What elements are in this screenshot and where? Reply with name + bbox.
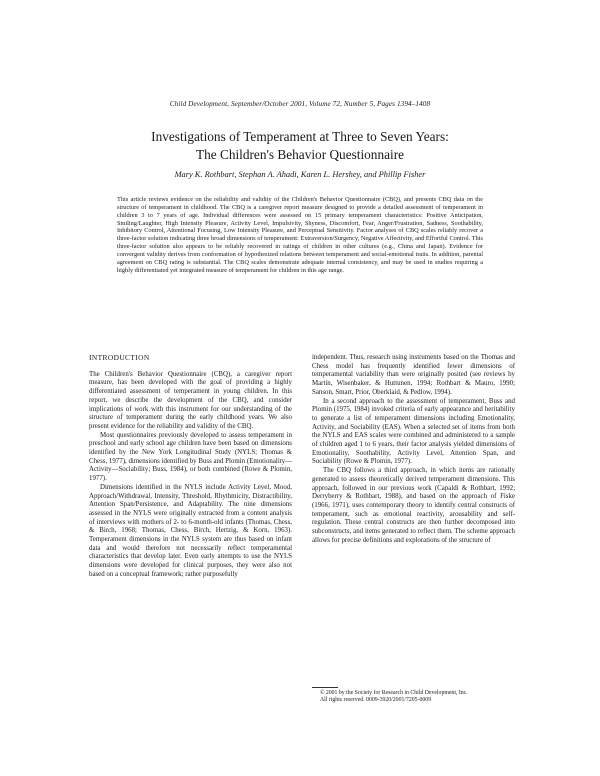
journal-citation: Child Development, September/October 2001, Volume 72, Number 5, Pages 1394–1408 xyxy=(169,100,431,108)
right-column xyxy=(312,354,515,545)
introduction-heading: INTRODUCTION xyxy=(89,353,150,362)
article-title xyxy=(100,128,500,164)
paragraph: independent. Thus, research using instruments based on the Thomas and Chess model has frequently identified fewer dimensions of temperamental variability than were originally posited (see reviews by Martin, Wisenbaker, & Huttunen, 1994; Rothbart & Mauro, 1990; Sanson, Smart, Prior, Oberklaid, & Pedlow, 1994). xyxy=(312,354,515,396)
footnote-divider xyxy=(312,687,338,688)
paragraph: Dimensions identified in the NYLS include Activity Level, Mood, Approach/Withdrawal, Intensity, Threshold, Rhythmicity, Distractibility, Attention Span/Persistence, and Adaptability. The nine dimensions assessed in the NYLS were originally extracted from a content analysis of interviews with mothers of 2- to 6-month-old infants (Thomas, Chess, & Birch, 1968; Thomas, Chess, Birch, Hertzig, & Korn, 1963). Temperament dimensions in the NYLS system are thus based on infant data and would therefore not necessarily reflect temperamental characteristics that develop later. Even early attempts to use the NYLS dimensions were developed for clinical purposes, they were also not based on a conceptual framework; rather purposefully xyxy=(89,483,292,578)
title-line-2: The Children's Behavior Questionnaire xyxy=(195,147,405,162)
title-line-1: Investigations of Temperament at Three to Seven Years: xyxy=(151,129,449,144)
left-column xyxy=(89,354,292,580)
rights-line: All rights reserved. 0009-3920/2001/7205-0009 xyxy=(320,697,432,704)
abstract: This article reviews evidence on the reliability and validity of the Children's Behavior Questionnaire (CBQ), and presents CBQ data on the structure of temperament in childhood. The CBQ is a caregiver report measure designed to provide a detailed assessment of temperament in children 3 to 7 years of age. Individual differences were assessed on 15 primary temperament characteristics: Positive Anticipation, Smiling/Laughter, High Intensity Pleasure, Activity Level, Impulsivity, Shyness, Discomfort, Fear, Anger/Frustration, Sadness, Soothability, Inhibitory Control, Attentional Focusing, Low Intensity Pleasure, and Perceptual Sensitivity. Factor analyses of CBQ scales reliably recover a three-factor solution indicating three broad dimensions of temperament: Extraversion/Surgency, Negative Affectivity, and Effortful Control. This three-factor solution also appears to be reliably recovered in ratings of children in other cultures (e.g., China and Japan). Evidence for convergent validity derives from conformation of hypothesized relations between temperament and social-emotional traits. In addition, parental agreement on CBQ rating is substantial. The CBQ scales demonstrate adequate internal consistency, and may be used in studies requiring a highly differentiated yet integrated measure of temperament for children in this age range. xyxy=(117,196,483,274)
copyright-line: © 2001 by the Society for Research in Child Development, Inc. xyxy=(320,690,468,696)
copyright-footnote xyxy=(312,690,515,704)
paragraph: Most questionnaires previously developed to assess temperament in preschool and early school age children have been based on dimensions identified by the New York Longitudinal Study (NYLS; Thomas & Chess, 1977), dimensions identified by Buss and Plomin (Emotionality—Activity—Sociability; Buss, 1984), or both combined (Rowe & Plomin, 1977). xyxy=(89,431,292,483)
paragraph: The Children's Behavior Questionnaire (CBQ), a caregiver report measure, has been developed with the goal of providing a highly differentiated assessment of temperament in young children. In this report, we describe the development of the CBQ, and consider implications of work with this instrument for our understanding of the structure of temperament during the early childhood years. We also present evidence for the reliability and validity of the CBQ. xyxy=(89,370,292,430)
paragraph: In a second approach to the assessment of temperament, Buss and Plomin (1975, 1984) invoked criteria of early appearance and heritability to generate a list of temperament dimensions including Emotionality, Activity, and Sociability (EAS). When a selected set of items from both the NYLS and EAS scales were combined and administered to a sample of children aged 1 to 6 years, their factor analysis yielded dimensions of Emotionality, Soothability, Activity Level, Attention Span, and Sociability (Rowe & Plomin, 1977). xyxy=(312,397,515,466)
author-list: Mary K. Rothbart, Stephan A. Ahadi, Karen L. Hershey, and Phillip Fisher xyxy=(174,170,426,179)
paragraph: The CBQ follows a third approach, in which items are rationally generated to assess theoretically derived temperament dimensions. This approach, followed in our previous work (Capaldi & Rothbart, 1992; Derryberry & Rothbart, 1988), and based on the approach of Fiske (1966, 1971), uses contemporary theory to identify central constructs of temperament, such as emotional reactivity, arousability and self-regulation. These central constructs are then further decomposed into subconstructs, and items generated to reflect them. The scheme approach allows for precise definitions and explorations of the structure of xyxy=(312,467,515,544)
